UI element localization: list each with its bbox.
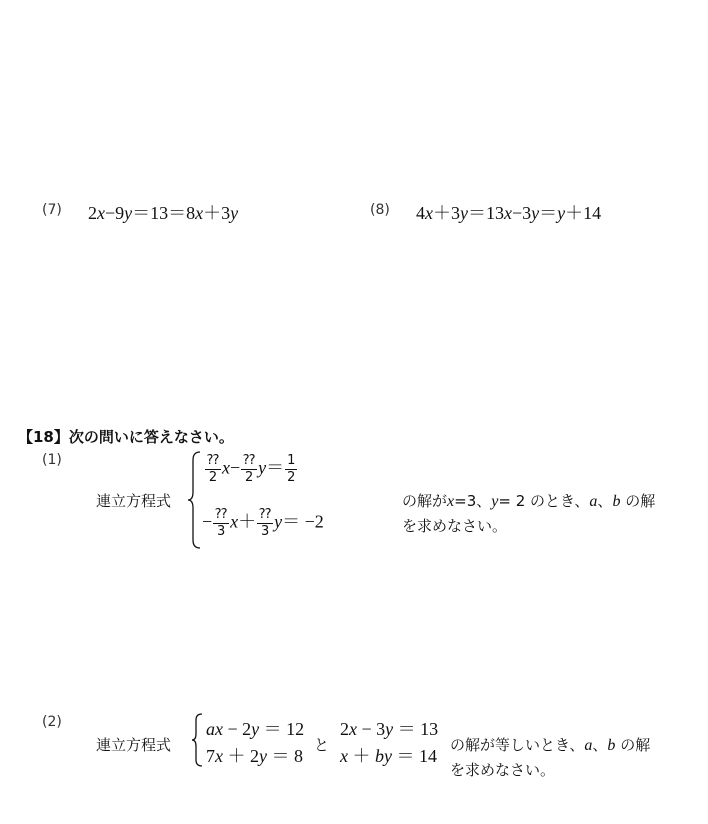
q1-condition-line-1: の解がx=3、y= 2 のとき、a、b の解: [402, 492, 656, 510]
fraction: $\frac{⁇}{3}$: [259, 507, 272, 539]
q1-equation-1: $\frac{⁇}{2}$ x− $\frac{⁇}{2}$ y＝ $\frac{1}{2}$: [207, 453, 296, 485]
q1-label: (1): [42, 452, 62, 468]
q2-label: (2): [42, 714, 62, 730]
q2-right-equation-2: x ＋ by ＝ 14: [340, 746, 437, 766]
q2-left-equation-1: ax − 2y ＝ 12: [206, 719, 305, 739]
problem-8-equation: 4x＋3y＝13x−3y＝y＋14: [416, 203, 602, 223]
section-18-title: 【18】次の問いに答えなさい。: [18, 428, 234, 446]
fraction: $\frac{⁇}{2}$: [243, 453, 256, 485]
fraction: $\frac{⁇}{3}$: [215, 507, 228, 539]
problem-8-label: (8): [370, 202, 390, 218]
q1-equation-2: − $\frac{⁇}{3}$ x＋ $\frac{⁇}{3}$ y＝ −2: [202, 507, 324, 539]
fraction: $\frac{⁇}{2}$: [207, 453, 219, 485]
q2-condition-line-2: を求めなさい。: [450, 761, 556, 779]
q1-condition-line-2: を求めなさい。: [402, 517, 508, 535]
q1-left-brace: [186, 450, 202, 550]
q2-connector: と: [314, 736, 330, 754]
q2-left-equation-2: 7x ＋ 2y ＝ 8: [206, 746, 303, 766]
problem-7-equation: 2x−9y＝13＝8x＋3y: [88, 203, 239, 223]
fraction: $\frac{1}{2}$: [287, 453, 296, 485]
q2-right-equation-1: 2x − 3y ＝ 13: [340, 719, 439, 739]
q2-system-label: 連立方程式: [96, 736, 172, 754]
q1-system-label: 連立方程式: [96, 492, 172, 510]
q2-condition-line-1: の解が等しいとき、a、b の解: [450, 736, 651, 754]
problem-7-label: (7): [42, 202, 62, 218]
q2-left-brace: [190, 712, 204, 768]
